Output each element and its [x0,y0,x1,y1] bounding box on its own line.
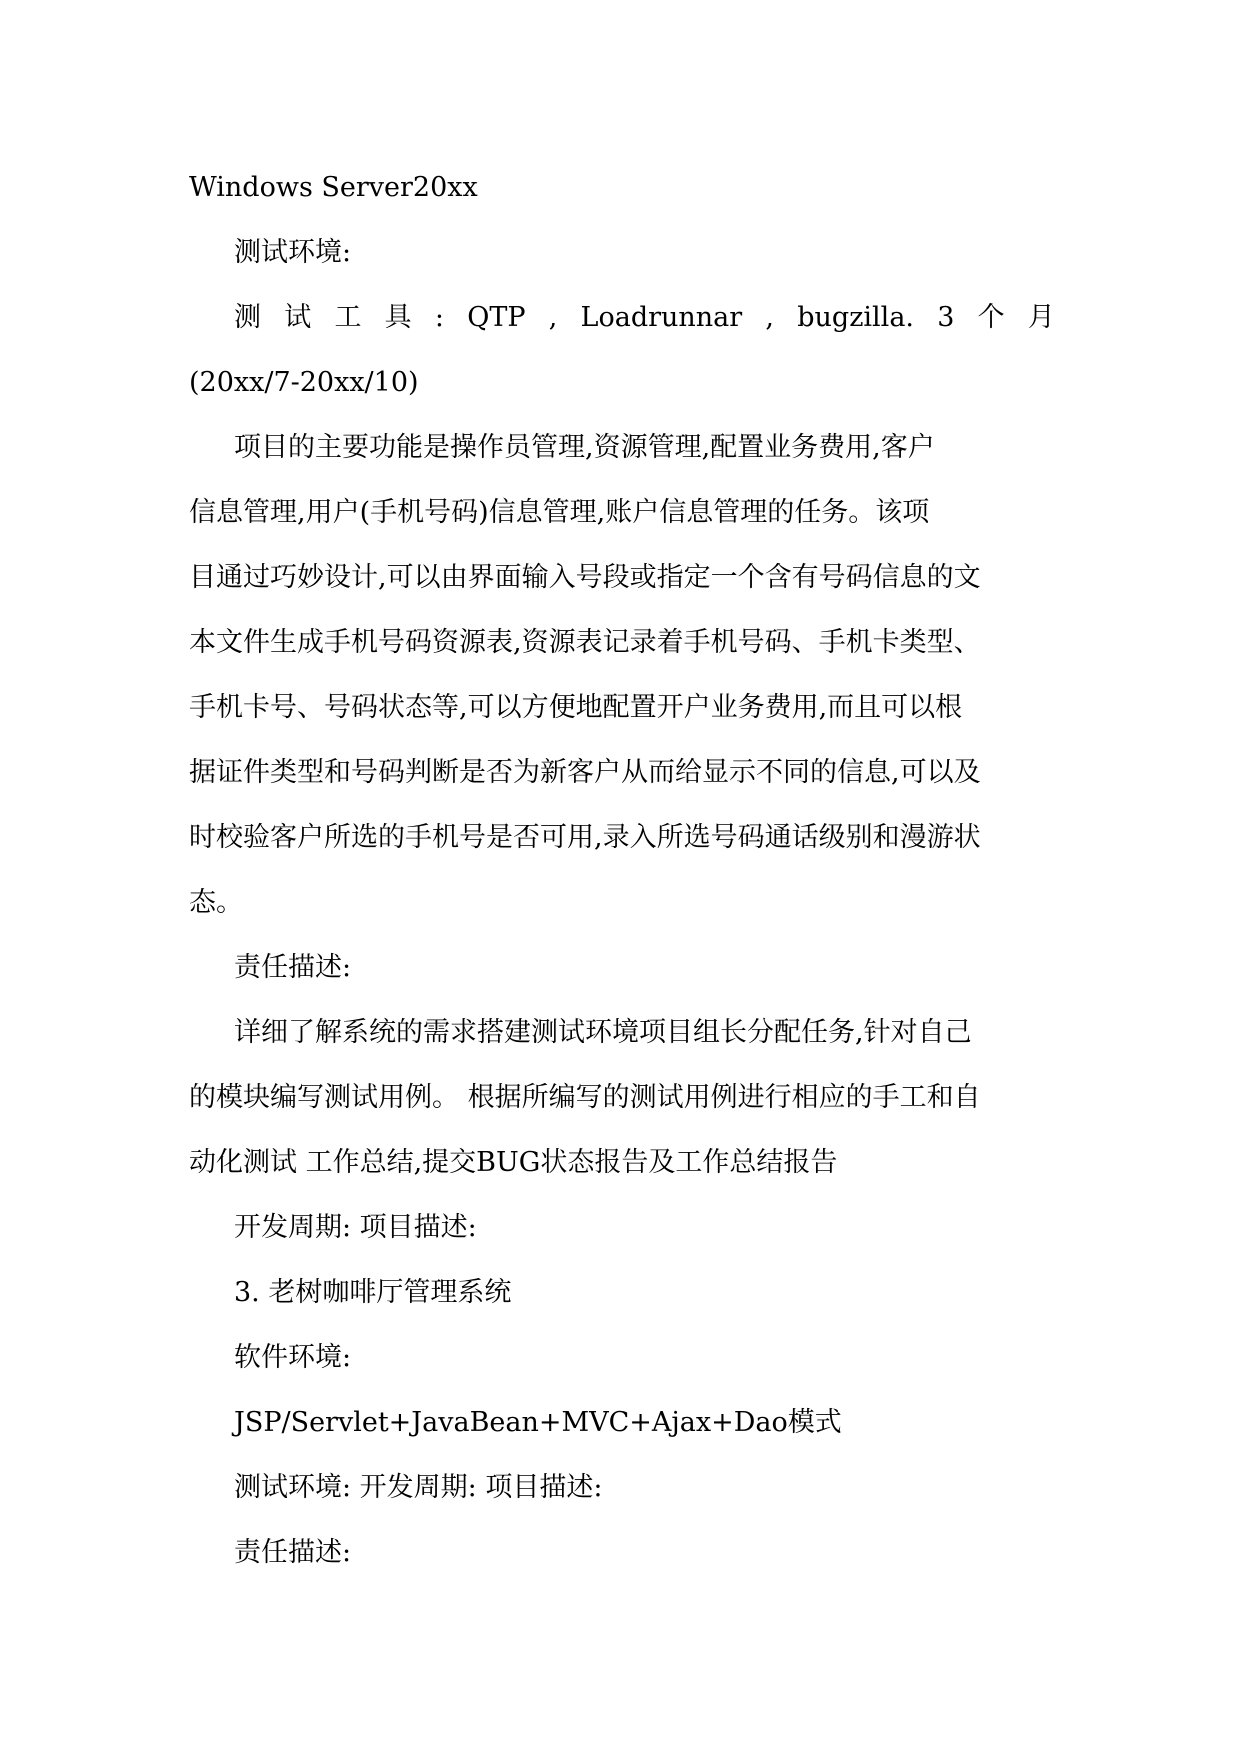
justified-text-line [189,285,1055,350]
paragraph-line: 项目的主要功能是操作员管理,资源管理,配置业务费用,客户 [234,432,935,463]
paragraph-line: 的模块编写测试用例。 根据所编写的测试用例进行相应的手工和自 [189,1082,981,1113]
paragraph-line: 时校验客户所选的手机号是否可用,录入所选号码通话级别和漫游状 [189,822,981,853]
text-token: 3 [937,302,955,333]
paragraph-line: 信息管理,用户(手机号码)信息管理,账户信息管理的任务。该项 [189,497,930,528]
text-token: , [548,302,558,333]
paragraph-line: 目通过巧妙设计,可以由界面输入号段或指定一个含有号码信息的文 [189,562,981,593]
text-line: 测试环境: 开发周期: 项目描述: [234,1472,603,1503]
project-title: 3. 老树咖啡厅管理系统 [234,1277,512,1308]
paragraph-line: 态。 [189,887,243,918]
text-line: JSP/Servlet+JavaBean+MVC+Ajax+Dao模式 [234,1407,842,1438]
paragraph-line: 详细了解系统的需求搭建测试环境项目组长分配任务,针对自己 [234,1017,972,1048]
text-line: 软件环境: [234,1342,352,1373]
text-token: QTP [467,302,526,333]
document-body [189,155,1055,1585]
text-line: 开发周期: 项目描述: [234,1212,477,1243]
text-token: 具 [384,302,412,333]
text-token: Loadrunnar [580,302,743,333]
text-line: 测试环境: [234,237,352,268]
text-token: , [765,302,775,333]
paragraph-line: 本文件生成手机号码资源表,资源表记录着手机号码、手机卡类型、 [189,627,981,658]
text-token: 试 [284,302,312,333]
text-line: Windows Server20xx [189,172,478,203]
paragraph-line: 动化测试 工作总结,提交BUG状态报告及工作总结报告 [189,1147,838,1178]
paragraph-line: 据证件类型和号码判断是否为新客户从而给显示不同的信息,可以及 [189,757,981,788]
text-line: (20xx/7-20xx/10) [189,367,419,398]
text-token: 个 [977,302,1005,333]
section-heading: 责任描述: [234,1537,352,1568]
text-token: : [434,302,444,333]
paragraph-line: 手机卡号、号码状态等,可以方便地配置开户业务费用,而且可以根 [189,692,963,723]
text-token: bugzilla. [797,302,915,333]
section-heading: 责任描述: [234,952,352,983]
text-token: 工 [334,302,362,333]
text-token: 月 [1027,302,1055,333]
text-token: 测 [234,302,261,333]
